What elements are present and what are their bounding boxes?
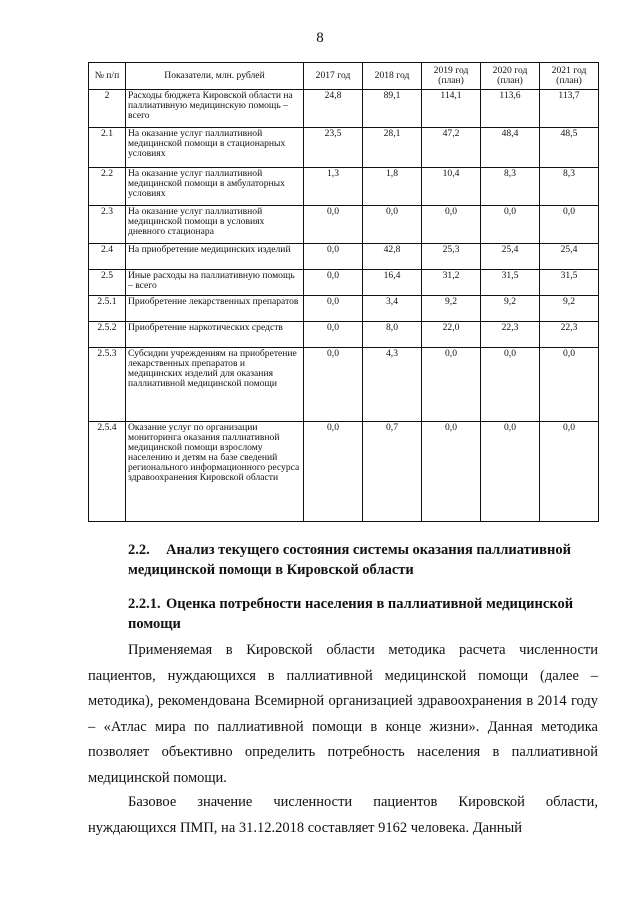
row-name: Приобретение лекарственных препаратов <box>126 296 304 322</box>
row-name: Субсидии учреждениям на приобретение лекарственных препаратов и медицинских изделий для оказания паллиативной медицинской помощи <box>126 348 304 422</box>
table-row <box>89 296 599 322</box>
cell-2018: 28,1 <box>363 128 422 168</box>
cell-2019: 10,4 <box>422 168 481 206</box>
table-row <box>89 206 599 244</box>
cell-2019: 9,2 <box>422 296 481 322</box>
table-row <box>89 270 599 296</box>
section-heading-2-2 <box>128 540 598 580</box>
cell-2021: 0,0 <box>540 422 599 522</box>
row-code: 2.1 <box>89 128 126 168</box>
cell-2017: 23,5 <box>304 128 363 168</box>
row-code: 2 <box>89 90 126 128</box>
row-name: Расходы бюджета Кировской области на паллиативную медицинскую помощь – всего <box>126 90 304 128</box>
header-2019: 2019 год (план) <box>422 63 481 90</box>
cell-2021: 0,0 <box>540 206 599 244</box>
cell-2020: 9,2 <box>481 296 540 322</box>
cell-2021: 0,0 <box>540 348 599 422</box>
cell-2021: 113,7 <box>540 90 599 128</box>
cell-2018: 3,4 <box>363 296 422 322</box>
cell-2020: 8,3 <box>481 168 540 206</box>
cell-2020: 22,3 <box>481 322 540 348</box>
row-code: 2.5.1 <box>89 296 126 322</box>
body-paragraph-1 <box>88 638 598 791</box>
header-2018: 2018 год <box>363 63 422 90</box>
cell-2018: 8,0 <box>363 322 422 348</box>
row-code: 2.5.3 <box>89 348 126 422</box>
cell-2017: 24,8 <box>304 90 363 128</box>
cell-2017: 0,0 <box>304 206 363 244</box>
row-code: 2.3 <box>89 206 126 244</box>
row-name: Оказание услуг по организации мониторинга оказания паллиативной медицинской помощи взрослому населению и детям на базе сведений регионального информационного ресурса здравоохранения Кировской области <box>126 422 304 522</box>
cell-2021: 22,3 <box>540 322 599 348</box>
cell-2020: 113,6 <box>481 90 540 128</box>
cell-2019: 0,0 <box>422 348 481 422</box>
cell-2021: 31,5 <box>540 270 599 296</box>
table-row <box>89 168 599 206</box>
cell-2017: 0,0 <box>304 322 363 348</box>
page-number: 8 <box>316 30 324 46</box>
header-number: № п/п <box>89 63 126 90</box>
cell-2018: 89,1 <box>363 90 422 128</box>
cell-2019: 31,2 <box>422 270 481 296</box>
table-row <box>89 422 599 522</box>
section-title: Оценка потребности населения в паллиативной медицинской помощи <box>128 596 574 632</box>
cell-2020: 25,4 <box>481 244 540 270</box>
cell-2017: 0,0 <box>304 348 363 422</box>
cell-2019: 114,1 <box>422 90 481 128</box>
paragraph-text: Базовое значение численности пациентов Кировской области, нуждающихся ПМП, на 31.12.2018 составляет 9162 человека. Данный <box>88 794 598 836</box>
budget-table <box>88 62 599 522</box>
table-row <box>89 90 599 128</box>
cell-2018: 42,8 <box>363 244 422 270</box>
section-number: 2.2. <box>128 542 150 558</box>
row-code: 2.4 <box>89 244 126 270</box>
cell-2020: 0,0 <box>481 348 540 422</box>
cell-2019: 22,0 <box>422 322 481 348</box>
cell-2020: 31,5 <box>481 270 540 296</box>
section-heading-2-2-1 <box>128 594 598 634</box>
cell-2018: 4,3 <box>363 348 422 422</box>
cell-2017: 0,0 <box>304 422 363 522</box>
body-paragraph-2 <box>88 790 598 841</box>
table-row <box>89 322 599 348</box>
cell-2019: 47,2 <box>422 128 481 168</box>
cell-2021: 9,2 <box>540 296 599 322</box>
row-code: 2.5.4 <box>89 422 126 522</box>
cell-2018: 16,4 <box>363 270 422 296</box>
cell-2018: 0,7 <box>363 422 422 522</box>
table-row <box>89 244 599 270</box>
cell-2017: 0,0 <box>304 270 363 296</box>
cell-2020: 0,0 <box>481 422 540 522</box>
cell-2017: 0,0 <box>304 296 363 322</box>
cell-2019: 25,3 <box>422 244 481 270</box>
section-title: Анализ текущего состояния системы оказания паллиативной медицинской помощи в Кировской области <box>128 542 571 578</box>
cell-2019: 0,0 <box>422 422 481 522</box>
section-number: 2.2.1. <box>128 596 161 612</box>
cell-2018: 0,0 <box>363 206 422 244</box>
cell-2017: 0,0 <box>304 244 363 270</box>
row-code: 2.5 <box>89 270 126 296</box>
cell-2021: 8,3 <box>540 168 599 206</box>
cell-2020: 0,0 <box>481 206 540 244</box>
cell-2021: 48,5 <box>540 128 599 168</box>
row-name: На оказание услуг паллиативной медицинской помощи в стационарных условиях <box>126 128 304 168</box>
cell-2019: 0,0 <box>422 206 481 244</box>
table-row <box>89 128 599 168</box>
row-name: На приобретение медицинских изделий <box>126 244 304 270</box>
header-2020: 2020 год (план) <box>481 63 540 90</box>
table-header-row <box>89 63 599 90</box>
header-2021: 2021 год (план) <box>540 63 599 90</box>
row-code: 2.5.2 <box>89 322 126 348</box>
row-name: Иные расходы на паллиативную помощь – всего <box>126 270 304 296</box>
row-code: 2.2 <box>89 168 126 206</box>
row-name: На оказание услуг паллиативной медицинской помощи в амбулаторных условиях <box>126 168 304 206</box>
cell-2020: 48,4 <box>481 128 540 168</box>
cell-2018: 1,8 <box>363 168 422 206</box>
cell-2021: 25,4 <box>540 244 599 270</box>
header-2017: 2017 год <box>304 63 363 90</box>
cell-2017: 1,3 <box>304 168 363 206</box>
header-indicator: Показатели, млн. рублей <box>126 63 304 90</box>
paragraph-text: Применяемая в Кировской области методика расчета численности пациентов, нуждающихся в паллиативной медицинской помощи (далее – методика), рекомендована Всемирной организацией здравоохранения в 2014 году – «Атлас мира по паллиативной помощи в конце жизни». Данная методика позволяет объективно определить потребность населения в паллиативной медицинской помощи. <box>88 642 598 786</box>
row-name: На оказание услуг паллиативной медицинской помощи в условиях дневного стационара <box>126 206 304 244</box>
table-row <box>89 348 599 422</box>
row-name: Приобретение наркотических средств <box>126 322 304 348</box>
